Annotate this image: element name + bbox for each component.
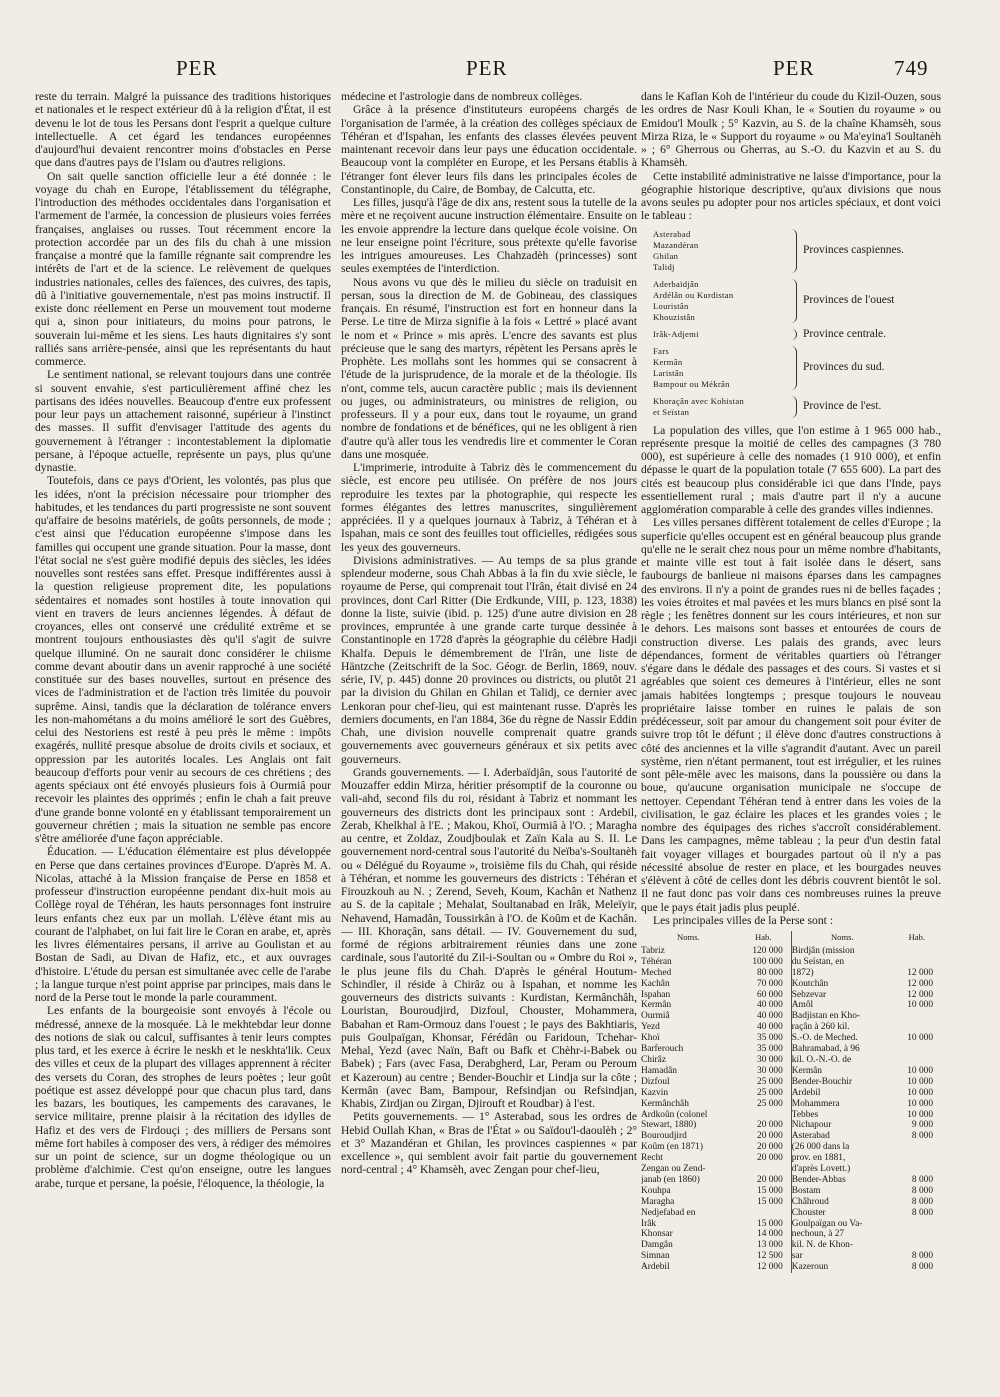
city-population: 8 000 bbox=[911, 1196, 933, 1207]
table-row bbox=[641, 1251, 941, 1262]
province-region: Provinces du sud. bbox=[803, 361, 885, 373]
city-population: 10 000 bbox=[907, 1098, 933, 1109]
city-name: Maragha bbox=[641, 1196, 675, 1207]
text-column-1 bbox=[35, 90, 331, 1380]
city-name: Stewart, 1880) bbox=[641, 1120, 697, 1131]
table-row bbox=[641, 1229, 941, 1240]
table-row bbox=[641, 1153, 941, 1164]
province-name: et Seïstan bbox=[653, 406, 690, 417]
paragraph: médecine et l'astrologie dans de nombreux collèges. bbox=[341, 90, 583, 103]
city-name: Bahramabad, à 96 bbox=[791, 1044, 893, 1055]
brace bbox=[788, 346, 797, 390]
city-name: Tabriz bbox=[641, 945, 665, 956]
city-name: Dizfoul bbox=[641, 1076, 670, 1087]
table-row bbox=[641, 1110, 941, 1121]
paragraph: Divisions administratives. — Au temps de sa plus grande splendeur moderne, sous Chah Abbas à la fin du xvie siècle, le royaume de Perse, qui comprenait tout l'Irân, était divisé en 24 provinces, dont Carl Ritter (Die Erdkunde, VIII, p. 123, 1838) donne la liste, suivie (ibid. p. 125) d'une autre division en 28 provinces, empruntée à une grande carte turque dessinée à Constantinople en 1728 d'après la géographie du célèbre Hadji Khalfa. Depuis le démembrement de l'Irân, une liste de Häntzche (Zeitschrift de la Soc. Géogr. de Berlin, 1869, nouv. série, IV, p. 445) donne 20 provinces ou districts, ou plutôt 21 par la division du Ghilan en Ghilan et Talidj, ce dernier avec Lenkoran pour chef-lieu, qui est maintenant russe. D'après les derniers documents, en l'an 1884, 36e du règne de Nassir Eddin Chah, une division nouvelle comprenait quatre grands gouvernements avec gouverneurs généraux et six petits avec gouverneurs. bbox=[341, 553, 637, 766]
city-population: 8 000 bbox=[911, 1251, 933, 1262]
city-population: 12 000 bbox=[907, 989, 933, 1000]
running-head-right: PER bbox=[773, 56, 815, 80]
city-population bbox=[736, 1208, 792, 1219]
paragraph: Nous avons vu que dès le milieu du siècle on traduisit en persan, sous la direction de M. de Gobineau, des classiques français. En résumé, l'instruction est fort en honneur dans la Perse. Le titre de Mirza signifie à la fois « Lettré » placé avant le nom et « Prince » mis après. L'encre des savants est plus précieuse que le sang des martyrs, répètent les Persans après le Prophète. Les mollahs sont les hommes qui se consacrent à l'étude de la jurisprudence, de la morale et de la théologie. Ils n'ont, comme tels, aucun caractère public ; mais ils deviennent ou juges, ou administrateurs, ou ministres de religion, ou professeurs. Il y a pour eux, dans tout le royaume, un grand nombre de fondations et de bénéfices, qui ne les obligent à rien d'autre qu'à aller tous les vendredis lire et commenter le Coran dans une mosquée. bbox=[341, 275, 637, 461]
city-population: 10 000 bbox=[907, 1000, 933, 1011]
city-name: Mohammera bbox=[791, 1099, 893, 1110]
province-table bbox=[641, 229, 941, 418]
city-name: Simnan bbox=[641, 1251, 670, 1262]
city-name: 1872) bbox=[791, 968, 893, 979]
province-group bbox=[653, 329, 941, 340]
province-name: Aderbaïdjân bbox=[653, 278, 699, 289]
city-name: Birdjân (mission bbox=[791, 946, 893, 957]
province-group bbox=[653, 279, 941, 323]
city-population: 40 000 bbox=[757, 1022, 783, 1033]
city-name: Chirâz bbox=[641, 1054, 666, 1065]
city-population bbox=[893, 957, 941, 968]
city-population bbox=[893, 1142, 941, 1153]
table-row bbox=[641, 1175, 941, 1186]
city-population: 25 000 bbox=[757, 1076, 783, 1087]
city-name: Damgân bbox=[641, 1240, 673, 1251]
city-population: 120 000 bbox=[752, 945, 783, 956]
table-row bbox=[641, 946, 941, 957]
city-population: 15 000 bbox=[757, 1196, 783, 1207]
column-header: Hab. bbox=[908, 932, 926, 942]
table-row bbox=[641, 1000, 941, 1011]
city-name: Sebzevar bbox=[791, 990, 893, 1001]
table-row bbox=[641, 1099, 941, 1110]
text-column-3 bbox=[641, 90, 941, 1380]
paragraph: La population des villes, que l'on estime à 1 965 000 hab., représente presque la moitié de celles des campagnes (3 780 000), est supérieure à celle des nomades (1 910 000), et enfin dépasse le quart de la population totale (7 655 600). La part des cités est beaucoup plus considérable ici que dans l'Inde, pays essentiellement rural ; mais d'autre part il n'y a aucune agglomération comparable à celle des grandes villes indiennes. bbox=[641, 423, 941, 516]
city-population: 10 000 bbox=[907, 1087, 933, 1098]
city-name: Kermân bbox=[641, 1000, 672, 1011]
city-name: Meched bbox=[641, 967, 672, 978]
city-population: 25 000 bbox=[757, 1098, 783, 1109]
city-population: 100 000 bbox=[752, 956, 783, 967]
city-population bbox=[736, 1164, 792, 1175]
table-row bbox=[641, 1077, 941, 1088]
city-population bbox=[736, 1110, 792, 1121]
table-row bbox=[641, 1088, 941, 1099]
table-row bbox=[641, 968, 941, 979]
city-population bbox=[893, 1153, 941, 1164]
city-population: 8 000 bbox=[911, 1207, 933, 1218]
city-name: Irâk bbox=[641, 1218, 657, 1229]
city-name: Recht bbox=[641, 1153, 663, 1164]
city-name: Amôl bbox=[791, 1000, 893, 1011]
city-name: Kachân bbox=[641, 978, 670, 989]
city-population: 8 000 bbox=[911, 1185, 933, 1196]
province-name: Louristân bbox=[653, 300, 689, 311]
city-name: Bouroudjird bbox=[641, 1131, 687, 1142]
province-name: Kermân bbox=[653, 356, 683, 367]
city-population: 40 000 bbox=[757, 1000, 783, 1011]
city-name: Khoï bbox=[641, 1033, 660, 1044]
city-name: Ardebil bbox=[791, 1088, 893, 1099]
city-name: raçân à 260 kil. bbox=[791, 1022, 893, 1033]
city-name: Bender-Bouchir bbox=[791, 1077, 893, 1088]
city-population: 40 000 bbox=[757, 1011, 783, 1022]
city-name: Chouster bbox=[791, 1208, 893, 1219]
paragraph: Grâce à la présence d'instituteurs européens chargés de l'organisation de l'armée, à la création des collèges spéciaux de Téhéran et d'Ispahan, les enfants des classes élevées peuvent maintenant recevoir dans leur pays une éducation occidentale. Beaucoup vont la compléter en Europe, et les Persans établis à l'étranger font élever leurs fils dans les principales écoles de Constantinople, du Caire, de Bombay, de Calcutta, etc. bbox=[341, 103, 637, 196]
city-population: 25 000 bbox=[757, 1087, 783, 1098]
city-name: Koutchân bbox=[791, 979, 893, 990]
city-population: 10 000 bbox=[907, 1109, 933, 1120]
paragraph: Les villes persanes diffèrent totalement de celles d'Europe ; la superficie qu'elles occupent est en général beaucoup plus grande qu'elle ne le serait chez nous pour un même nombre d'habitants, et mainte ville est tout à fait isolée dans le désert, sans faubourgs de banlieue ni maisons éparses dans les campagnes des environs. Il n'y a point de grandes rues ni de belles façades ; les voies étroites et mal pavées et les murs blancs en pisé sont la règle ; les fenêtres donnent sur les cours intérieures, et non sur le dehors. Les maisons sont basses et entourées de cours de construction diverse. Les palais des grands, avec leurs dépendances, forment de véritables quartiers où l'étranger s'égare dans le dédale des passages et des cours. Si vastes et si agréables que soient ces demeures à l'intérieur, elles ne sont jamais habitées longtemps ; presque toujours le nouveau propriétaire laisse tomber en ruines le palais de son prédécesseur, soit par amour du changement soit pour éviter de suivre trop tôt le défunt ; il élève donc d'autres constructions à côté des anciennes et la ville s'agrandit d'autant. Avec un pareil système, rien n'étant permanent, tout est irrégulier, et les ruines sont pêle-mêle avec les maisons, dans la poussière ou dans la boue, qu'aucune organisation municipale ne s'occupe de nettoyer. Cependant Téhéran tend à entrer dans les voies de la civilisation, le gaz éclaire les places et les grandes voies ; le nombre des équipages des riches s'accroît considérablement. Dans les campagnes, même tableau ; la peur d'un destin fatal fait voyager villages et bourgades partout où il n'y a pas nécessité absolue de rester en place, et les bourgades neuves s'élèvent à côté de celles dont les débris couvrent bientôt le sol. Il ne faut donc pas voir dans ces nombreuses ruines la preuve que le pays était jadis plus peuplé. bbox=[641, 516, 941, 914]
cities-table bbox=[641, 931, 941, 1273]
city-name: Kermân bbox=[791, 1066, 893, 1077]
paragraph: reste du terrain. Malgré la puissance des traditions historiques et nationales et le respect extérieur dû à la religion d'État, il est devenu le lot de tous les Persans dont l'esprit a quelque culture intellectuelle. A cet égard les tendances européennes d'aujourd'hui devaient rencontrer moins d'obstacles en Perse que dans d'autres pays de l'Islam ou d'autres religions. bbox=[35, 90, 331, 170]
city-population: 15 000 bbox=[757, 1185, 783, 1196]
city-name: Ardebil bbox=[641, 1262, 670, 1273]
city-population: 8 000 bbox=[911, 1174, 933, 1185]
column-header: Noms. bbox=[677, 932, 700, 942]
city-population: 20 000 bbox=[757, 1174, 783, 1185]
city-name: Nedjefabad en bbox=[641, 1207, 696, 1218]
city-population: 12 500 bbox=[757, 1251, 783, 1262]
city-name: janab (en 1860) bbox=[641, 1174, 700, 1185]
city-population: 20 000 bbox=[757, 1142, 783, 1153]
table-row bbox=[641, 1066, 941, 1077]
city-population bbox=[893, 1164, 941, 1175]
province-group bbox=[653, 229, 941, 273]
paragraph: Toutefois, dans ce pays d'Orient, les volontés, pas plus que les idées, n'ont la précision nécessaire pour triompher des habitudes, et les tendances du parti progressiste ne sont souvent qu'affaire de besoins matériels, de goûts personnels, de mode ; c'est ainsi que l'éducation européenne s'impose dans les familles qui occupent une grande situation. Pour la masse, dont l'état social ne s'est guère modifié depuis des siècles, les idées nouvelles sont restées sans effet. Presque indifférentes aussi à la question religieuse proprement dite, les populations sédentaires et nomades sont hostiles à toute innovation qui vient en travers de leurs anciennes légendes. À défaut de croyances, elles ont conservé une crédulité extrême et se montrent toujours enthousiastes dès qu'il s'agit de suivre quelque illuminé. On ne saurait donc considérer le chiisme comme devant aboutir dans un avenir rapproché à une société constituée sur des bases nouvelles, surtout en présence des vices de l'administration et de l'action très limitée du pouvoir suprême. Ainsi, tandis que la déclaration de tolérance envers les non-mahométans a du moins amélioré le sort des Guèbres, celui des Nestoriens est resté à peu près le même : impôts exagérés, nullité presque absolue de droits civils et sociaux, et oppression par les autorités locales. Les Anglais ont fait beaucoup d'efforts pour venir au secours de ces chrétiens ; des agents spéciaux ont été envoyés plusieurs fois à Ourmiâ pour recevoir les plaintes des opprimés ; enfin le chah a fait preuve d'une grande bonne volonté en y établissant temporairement un gouverneur chrétien ; mais la situation ne semble pas encore s'être améliorée d'une façon appréciable. bbox=[35, 474, 331, 845]
table-row bbox=[641, 1022, 941, 1033]
paragraph: Les filles, jusqu'à l'âge de dix ans, restent sous la tutelle de la mère et ne reçoivent aucune instruction élémentaire. Ensuite on les envoie apprendre la lecture dans quelque école voisine. On ne leur enseigne point l'écriture, sous prétexte qu'elle favorise les intrigues amoureuses. Les Chahzadèh (princesses) sont seules exemptées de l'interdiction. bbox=[341, 196, 637, 276]
city-name: (26 000 dans la bbox=[791, 1142, 893, 1153]
paragraph: Les enfants de la bourgeoisie sont envoyés à l'école ou médressé, annexe de la mosquée. Là le mekhtebdar leur donne des notions de siak ou calcul, suffisantes à tenir leurs comptes plus tard, et les exerce à écrire le neskh et le neskhta'lik. Ceux des villes et ceux de la plupart des villages apprennent à réciter des versets du Coran, des strophes de leurs poètes ; leur goût poétique est assez développé pour que chacun plus tard, dans les bazars, les boutiques, les campements des caravanes, le service militaire, prenne plaisir à la récitation des idylles de Hafiz et des vers de Firdouçi ; des milliers de Persans sont même fort habiles à composer des vers, à rédiger des mémoires sur un point de science, sur un dogme théologique ou un problème d'alchimie. C'est qu'on enseigne, outre les langues arabe, turque et persane, la poésie, l'éloquence, la théologie, la bbox=[35, 1004, 331, 1190]
brace bbox=[788, 229, 797, 273]
province-region: Provinces de l'ouest bbox=[803, 294, 895, 306]
city-name: Zengan ou Zend- bbox=[641, 1164, 706, 1175]
city-name: Goulpaïgan ou Va- bbox=[791, 1219, 893, 1230]
paragraph: Éducation. — L'éducation élémentaire est plus développée en Perse que dans certaines provinces d'Europe. D'après M. A. Nicolas, attaché à la Mission française de Perse en 1858 et professeur d'instruction européenne pendant dix-huit mois au Collège royal de Téhéran, les hauts personnages font instruire leurs enfants chez eux par un mollah. L'élève étant mis au courant de l'alphabet, on lui fait lire le Coran en arabe, et, après les livres élémentaires persans, il arrive au Goulistan et au Bostan de Sadi, au Divan de Hafiz, etc., et aux ouvrages d'histoire. L'étude du persan est simultanée avec celle de l'arabe ; la langue turque n'est point apprise par principes, mais dans le nord de la Perse tout le monde la parle couramment. bbox=[35, 845, 331, 1004]
paragraph: Petits gouvernements. — 1° Asterabad, sous les ordres de Hebid Oullah Khan, « Bras de l'État » ou Saïdou'l-daoulèh ; 2° et 3° Mazandéran et Ghilan, les provinces caspiennes « par excellence », qui semblent avoir fait partie du gouvernement nord-central ; 4° Khamsèh, avec Zengan pour chef-lieu, bbox=[341, 1110, 637, 1177]
table-row bbox=[641, 1120, 941, 1131]
province-name: Laristân bbox=[653, 367, 684, 378]
table-row bbox=[641, 1055, 941, 1066]
province-name: Bampour ou Mékrân bbox=[653, 378, 730, 389]
city-name: prov. en 1881, bbox=[791, 1153, 893, 1164]
city-population: 30 000 bbox=[757, 1054, 783, 1065]
city-population: 60 000 bbox=[757, 989, 783, 1000]
city-population: 9 000 bbox=[911, 1120, 933, 1131]
city-name: Ourmiâ bbox=[641, 1011, 670, 1022]
table-row bbox=[641, 1164, 941, 1175]
province-name: Ardélân ou Kurdistan bbox=[653, 289, 734, 300]
city-name: Badjistan en Kho- bbox=[791, 1011, 893, 1022]
province-name: Fars bbox=[653, 345, 669, 356]
city-name: Kazvin bbox=[641, 1087, 669, 1098]
city-name: Téhéran bbox=[641, 956, 672, 967]
table-row bbox=[641, 1131, 941, 1142]
city-population bbox=[893, 1055, 941, 1066]
city-name: Bender-Abbas bbox=[791, 1175, 893, 1186]
city-name: Tebbes bbox=[791, 1110, 893, 1121]
province-region: Provinces caspiennes. bbox=[803, 244, 904, 256]
city-name: kil. O.-N.-O. de bbox=[791, 1055, 893, 1066]
city-population: 20 000 bbox=[757, 1131, 783, 1142]
city-name: Kazeroun bbox=[791, 1262, 893, 1273]
city-name: Kermânchâh bbox=[641, 1098, 689, 1109]
province-name: Khoraçân avec Kohistan bbox=[653, 395, 745, 406]
city-population bbox=[893, 1240, 941, 1251]
city-population: 13 000 bbox=[757, 1240, 783, 1251]
city-population bbox=[893, 1219, 941, 1230]
city-population: 35 000 bbox=[757, 1044, 783, 1055]
city-name: Koûm (en 1871) bbox=[641, 1142, 703, 1153]
city-population bbox=[893, 946, 941, 957]
brace bbox=[788, 396, 797, 418]
column-header: Noms. bbox=[791, 931, 893, 946]
province-name: Talidj bbox=[653, 261, 675, 272]
paragraph: On sait quelle sanction officielle leur a été donnée : le voyage du chah en Europe, l'établissement du télégraphe, l'introduction des méthodes occidentales dans l'organisation et l'armement de l'armée, la concession de plusieurs voies ferrées françaises, anglaises ou russes. Tout récemment encore la protection accordée par un des fils du chah à une mission française a montré que la famille régnante sait comprendre les intérêts de l'art et de la science. Le relèvement de quelques industries nationales, celles des faïences, des cuivres, des tapis, dû à l'initiative gouvernementale, n'est pas moins instructif. Il existe donc réellement en Perse un mouvement tout moderne qui a, sinon pour initiateurs, du moins pour patrons, le souverain lui-même et les siens. Les hauts dignitaires s'y sont ralliés sans arrière-pensée, ainsi que les représentants du haut commerce. bbox=[35, 169, 331, 368]
brace bbox=[788, 329, 797, 340]
city-name: nechoun, à 27 bbox=[791, 1229, 893, 1240]
cities-table-body bbox=[641, 946, 941, 1273]
province-group bbox=[653, 396, 941, 418]
city-population: 20 000 bbox=[757, 1120, 783, 1131]
table-row bbox=[641, 1197, 941, 1208]
city-population bbox=[893, 1229, 941, 1240]
paragraph: dans le Kaflan Koh de l'intérieur du coude du Kizil-Ouzen, sous les ordres de Nasr Kouli Khan, le « Soutien du royaume » ou Emidou'l Moulk ; 5° Kazvin, au S. de la chaîne Khamsèh, sous Mirza Riza, le « Support du royaume » ou Ma'eyina'l Soultanèh » ; 6° Gherrous ou Gherras, au S.-O. du Kazvin et au S. du Khamsèh. bbox=[641, 90, 941, 170]
table-row bbox=[641, 979, 941, 990]
city-population: 30 000 bbox=[757, 1065, 783, 1076]
city-name: Barferouch bbox=[641, 1044, 684, 1055]
table-row bbox=[641, 1011, 941, 1022]
table-row bbox=[641, 1240, 941, 1251]
city-population: 14 000 bbox=[757, 1229, 783, 1240]
city-population: 12 000 bbox=[757, 1262, 783, 1273]
province-name: Mazandéran bbox=[653, 239, 699, 250]
city-population: 8 000 bbox=[911, 1262, 933, 1273]
table-row bbox=[641, 1033, 941, 1044]
table-row bbox=[641, 1262, 941, 1273]
province-name: Asterabad bbox=[653, 228, 691, 239]
paragraph: Cette instabilité administrative ne laisse d'importance, pour la géographie historique descriptive, qu'aux divisions que nous avons seules pu adopter pour nos articles spéciaux, et dont voici le tableau : bbox=[641, 169, 941, 223]
table-row bbox=[641, 1142, 941, 1153]
page-number: 749 bbox=[894, 56, 929, 80]
city-population: 12 000 bbox=[907, 967, 933, 978]
city-population: 12 000 bbox=[907, 978, 933, 989]
paragraph: Le sentiment national, se relevant toujours dans une contrée si souvent envahie, s'est particulièrement affiné chez les partisans des idées nouvelles. Beaucoup d'entre eux professent pour leur pays un attachement raisonné, supérieur à l'instinct des masses. Il suffit d'envisager l'attitude des agents du gouvernement à l'étranger : incontestablement la diplomatie persane, à l'époque actuelle, représente un pays, plus qu'une dynastie. bbox=[35, 368, 331, 474]
city-name: sar bbox=[791, 1251, 893, 1262]
running-head-center: PER bbox=[466, 56, 508, 80]
city-population: 15 000 bbox=[757, 1218, 783, 1229]
table-row bbox=[641, 957, 941, 968]
city-name: Asterabad bbox=[791, 1131, 893, 1142]
city-population bbox=[893, 1022, 941, 1033]
table-row bbox=[641, 1044, 941, 1055]
province-name: Irâk-Adjemi bbox=[653, 328, 699, 339]
table-row bbox=[641, 1186, 941, 1197]
paragraph: Grands gouvernements. — I. Aderbaïdjân, sous l'autorité de Mouzaffer eddin Mirza, héritier présomptif de la couronne ou vali-ahd, second fils du roi, résidant à Tabriz et nommant les gouverneurs des districts dont les principaux sont : Ardebil, Zerab, Khelkhal à l'E. ; Makou, Khoï, Ourmiâ à l'O. ; Maragha au centre, et Zoldaz, Zoudjboulak et Zaïn Kala au S. II. Le gouvernement nord-central sous l'autorité du Neïba's-Soultanèh ou « Délégué du Royaume », troisième fils du Chah, qui réside à Téhéran, et nomme les gouverneurs des districts : Téhéran et Firouzkouh au N. ; Zerend, Seveh, Koum, Kachân et Nathenz au S. de la capitale ; Mehalat, Soultanabad en Irâk, Meleïyir, Nehavend, Hamadân, Toussirkân à l'O. de Koûm et de Kachân. — III. Khoraçân, sans détail. — IV. Gouvernement du sud, formé de régions arbitrairement réunies dans une zone cardinale, sous l'autorité du Zil-i-Soultan ou « Ombre du Roi », le plus jeune fils du Chah. D'après le général Houtum-Schindler, il réside à Chirâz ou à Ispahan, et nomme les gouverneurs des districts suivants : Kurdistan, Kermânchâh, Louristan, Bouroudjird, Dizfoul, Chouster, Mohammera, Babahan et Ram-Ormouz dans l'ouest ; le pays des Bakhtiaris, puis Goulpaïgan, Khonsar, Férédân ou Faridoun, Tchehar-Mehal, Yezd (avec Naïn, Baft ou Bafk et Chèhr-i-Babek ou Babek) ; Fars (avec Fasa, Derabgherd, Lar, Peram ou Peroum et Kazeroun) au centre ; Bender-Bouchir et Lindja sur la côte ; Kermân (avec Bam, Bampour, Refsindjan ou Refsindjan, Khabis, Zirdjan ou Zirgan, Djirouft et Roudbar) à l'est. bbox=[341, 765, 637, 1110]
city-population: 10 000 bbox=[907, 1076, 933, 1087]
city-name: Yezd bbox=[641, 1022, 660, 1033]
city-population: 8 000 bbox=[911, 1131, 933, 1142]
city-name: d'après Lovett.) bbox=[791, 1164, 893, 1175]
province-region: Province centrale. bbox=[803, 327, 887, 340]
city-population: 35 000 bbox=[757, 1033, 783, 1044]
province-region: Province de l'est. bbox=[803, 400, 882, 412]
table-row bbox=[641, 1219, 941, 1230]
city-name: kil. N. de Khon- bbox=[791, 1240, 893, 1251]
city-name: S.-O. de Meched. bbox=[791, 1033, 893, 1044]
city-population bbox=[893, 1044, 941, 1055]
city-name: Châhroud bbox=[791, 1197, 893, 1208]
city-population: 80 000 bbox=[757, 967, 783, 978]
province-name: Ghilan bbox=[653, 250, 679, 261]
paragraph: Les principales villes de la Perse sont : bbox=[653, 913, 833, 927]
table-row bbox=[641, 990, 941, 1001]
text-column-2 bbox=[341, 90, 637, 1380]
city-population bbox=[893, 1011, 941, 1022]
city-name: Hamadân bbox=[641, 1065, 677, 1076]
city-name: Bostam bbox=[791, 1186, 893, 1197]
column-header: Hab. bbox=[755, 932, 772, 942]
brace bbox=[788, 279, 797, 323]
city-name: Kouhpa bbox=[641, 1185, 671, 1196]
city-name: Nichapour bbox=[791, 1120, 893, 1131]
province-group bbox=[653, 346, 941, 390]
city-name: Ardkoûn (colonel bbox=[641, 1109, 708, 1120]
city-name: du Seïstan, en bbox=[791, 957, 893, 968]
city-name: Khonsar bbox=[641, 1229, 673, 1240]
table-row bbox=[641, 1208, 941, 1219]
city-population: 70 000 bbox=[757, 978, 783, 989]
running-head-left: PER bbox=[176, 56, 218, 80]
paragraph: L'imprimerie, introduite à Tabriz dès le commencement du siècle, est encore peu utilisée. On préfère de nos jours reproduire les textes par la photographie, qui respecte les formes élégantes des lettres manuscrites, singulièrement appréciées. Il y a quelques journaux à Tabriz, à Téhéran et à Ispahan, mais ce sont des feuilles tout officielles, rédigées sous les yeux des gouverneurs. bbox=[341, 461, 637, 554]
city-population: 10 000 bbox=[907, 1033, 933, 1044]
city-population: 10 000 bbox=[907, 1065, 933, 1076]
city-name: Ispahan bbox=[641, 989, 671, 1000]
city-population: 20 000 bbox=[757, 1153, 783, 1164]
province-name: Khouzistân bbox=[653, 311, 696, 322]
